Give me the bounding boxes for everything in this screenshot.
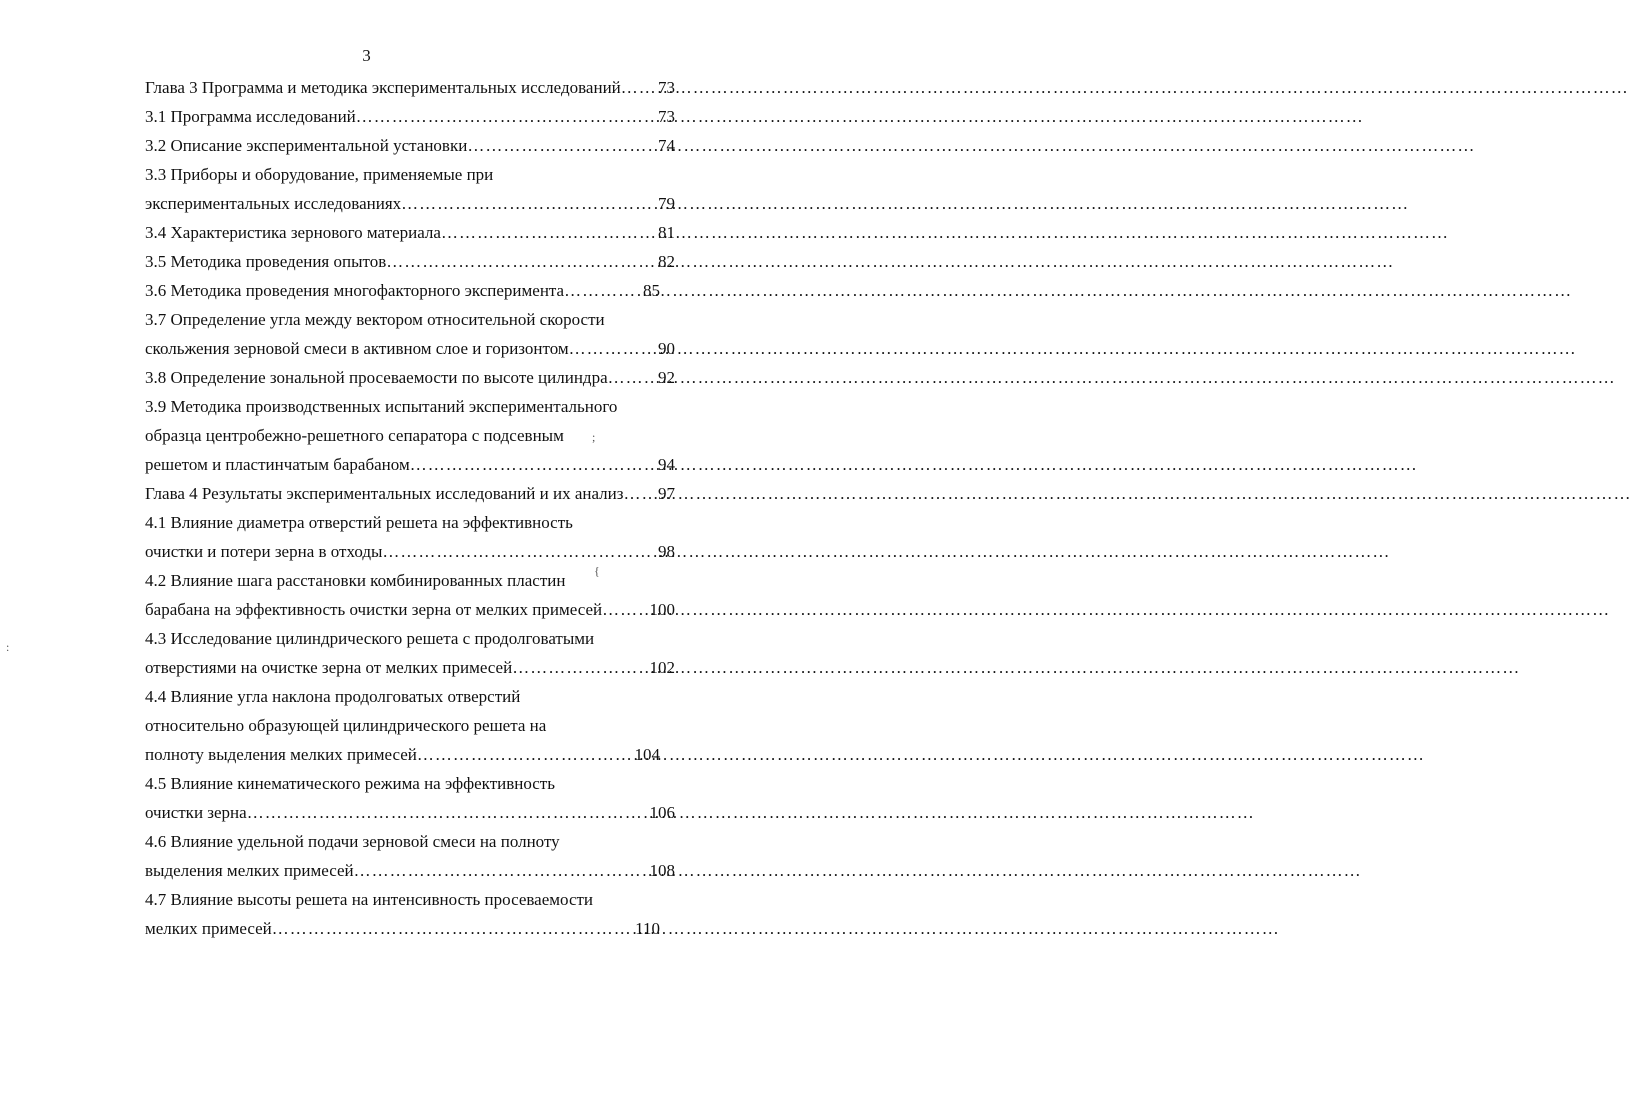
toc-entry-4-7-line-1 — [145, 885, 675, 914]
toc-entry-4-5-line-2 — [145, 798, 675, 827]
toc-entry-text: 4.7 Влияние высоты решета на интенсивность просеваемости — [145, 890, 594, 909]
toc-entry-text: относительно образующей цилиндрического решета на — [145, 716, 547, 735]
toc-entry-text: 4.2 Влияние шага расстановки комбинированных пластин — [145, 571, 566, 590]
toc-leader — [382, 537, 658, 566]
toc-page-number: 110 — [635, 919, 660, 938]
toc-page-number: 73 — [658, 78, 675, 97]
toc-entry-4-7-line-2 — [145, 914, 660, 943]
toc-entry-text: 3.8 Определение зональной просеваемости по высоте цилиндра — [145, 368, 608, 387]
toc-entry-text: 3.6 Методика проведения многофакторного эксперимента — [145, 281, 565, 300]
toc-leader — [410, 450, 658, 479]
toc-entry-text: решетом и пластинчатым барабаном — [145, 455, 410, 474]
toc-entry-4-1-line-2 — [145, 537, 675, 566]
toc-entry-3-8 — [145, 363, 675, 392]
toc-entry-text: 3.7 Определение угла между вектором относительной скорости — [145, 310, 605, 329]
toc-entry-3-2 — [145, 131, 675, 160]
toc-leader — [401, 189, 658, 218]
toc-page-number: 97 — [658, 484, 675, 503]
toc-entry-4-5-line-1 — [145, 769, 675, 798]
toc-entry-text: мелких примесей — [145, 919, 272, 938]
toc-leader — [247, 798, 650, 827]
toc-page-number: 94 — [658, 455, 675, 474]
toc-entry-text: 4.5 Влияние кинематического режима на эффективность — [145, 774, 555, 793]
toc-entry-3-7-line-1 — [145, 305, 675, 334]
toc-entry-4-2-line-2 — [145, 595, 675, 624]
toc-page-number: 90 — [658, 339, 675, 358]
toc-entry-text: 4.4 Влияние угла наклона продолговатых отверстий — [145, 687, 521, 706]
toc-entry-4-4-line-1 — [145, 682, 675, 711]
toc-page-number: 104 — [634, 745, 660, 764]
toc-leader — [621, 73, 658, 102]
toc-entry-text: образца центробежно-решетного сепаратора с подсевным — [145, 426, 564, 445]
toc-entry-3-4 — [145, 218, 675, 247]
toc-leader — [512, 653, 649, 682]
toc-page-number: 79 — [658, 194, 675, 213]
toc-entry-text: выделения мелких примесей — [145, 861, 354, 880]
toc-page-number: 108 — [649, 861, 675, 880]
toc-page-number: 100 — [649, 600, 675, 619]
toc-page-number: 98 — [658, 542, 675, 561]
toc-page-number: 85 — [643, 281, 660, 300]
toc-entry-3-3-line-1 — [145, 160, 675, 189]
toc-page-number: 102 — [649, 658, 675, 677]
toc-leader — [564, 276, 643, 305]
toc-leader — [623, 479, 658, 508]
toc-page-number: 74 — [658, 136, 675, 155]
toc-page-number: 106 — [649, 803, 675, 822]
toc-leader — [602, 595, 649, 624]
toc-entry-text: барабана на эффективность очистки зерна от мелких примесей — [145, 600, 603, 619]
toc-entry-3-3-line-2 — [145, 189, 675, 218]
toc-entry-text: Глава 3 Программа и методика экспериментальных исследований — [145, 78, 621, 97]
toc-entry-4-3-line-1 — [145, 624, 675, 653]
toc-leader — [354, 856, 650, 885]
toc-leader — [569, 334, 658, 363]
toc-entry-text: 3.3 Приборы и оборудование, применяемые при — [145, 165, 494, 184]
toc-entry-text: 4.1 Влияние диаметра отверстий решета на эффективность — [145, 513, 573, 532]
toc-entry-text: отверстиями на очистке зерна от мелких примесей — [145, 658, 513, 677]
scan-mark: { — [594, 564, 600, 578]
toc-leader — [608, 363, 658, 392]
toc-entry-3-9-line-2 — [145, 421, 675, 450]
toc-entry-4-4-line-3 — [145, 740, 660, 769]
toc-entry-text: 4.6 Влияние удельной подачи зерновой смеси на полноту — [145, 832, 560, 851]
toc-entry-text: 4.3 Исследование цилиндрического решета с продолговатыми — [145, 629, 595, 648]
scan-mark: ; — [592, 430, 596, 444]
toc-entry-text: скольжения зерновой смеси в активном слое и горизонтом — [145, 339, 569, 358]
toc-leader — [467, 131, 658, 160]
toc-entry-4-1-line-1 — [145, 508, 675, 537]
toc-entry-4-6-line-1 — [145, 827, 675, 856]
toc-entry-3-6 — [145, 276, 660, 305]
page-number: 3 — [362, 46, 371, 65]
toc-leader — [441, 218, 658, 247]
toc-entry-text: очистки и потери зерна в отходы — [145, 542, 383, 561]
toc-entry-3-9-line-1 — [145, 392, 675, 421]
toc-page-number: 73 — [658, 107, 675, 126]
toc-entry-text: 3.5 Методика проведения опытов — [145, 252, 387, 271]
toc-entry-4-6-line-2 — [145, 856, 675, 885]
toc-page-number: 81 — [658, 223, 675, 242]
toc-entry-text: 3.2 Описание экспериментальной установки — [145, 136, 468, 155]
toc-entry-text: очистки зерна — [145, 803, 247, 822]
scan-mark: : — [6, 640, 10, 654]
toc-entry-3-5 — [145, 247, 675, 276]
toc-entry-text: экспериментальных исследованиях — [145, 194, 402, 213]
toc-entry-chapter-3 — [145, 73, 675, 102]
toc-entry-text: полноту выделения мелких примесей — [145, 745, 417, 764]
toc-entry-4-4-line-2 — [145, 711, 675, 740]
toc-entry-3-1 — [145, 102, 675, 131]
toc-leader — [356, 102, 658, 131]
toc-entry-text: Глава 4 Результаты экспериментальных исследований и их анализ — [145, 484, 624, 503]
toc-entry-text: 3.1 Программа исследований — [145, 107, 356, 126]
toc-entry-text: 3.9 Методика производственных испытаний экспериментального — [145, 397, 618, 416]
toc-page-number: 92 — [658, 368, 675, 387]
toc-leader — [272, 914, 635, 943]
toc-leader — [386, 247, 658, 276]
table-of-contents — [145, 73, 675, 943]
toc-entry-chapter-4 — [145, 479, 675, 508]
toc-entry-4-3-line-2 — [145, 653, 675, 682]
toc-page-number: 82 — [658, 252, 675, 271]
toc-entry-3-7-line-2 — [145, 334, 675, 363]
toc-leader — [417, 740, 635, 769]
toc-entry-3-9-line-3 — [145, 450, 675, 479]
toc-entry-text: 3.4 Характеристика зернового материала — [145, 223, 441, 242]
